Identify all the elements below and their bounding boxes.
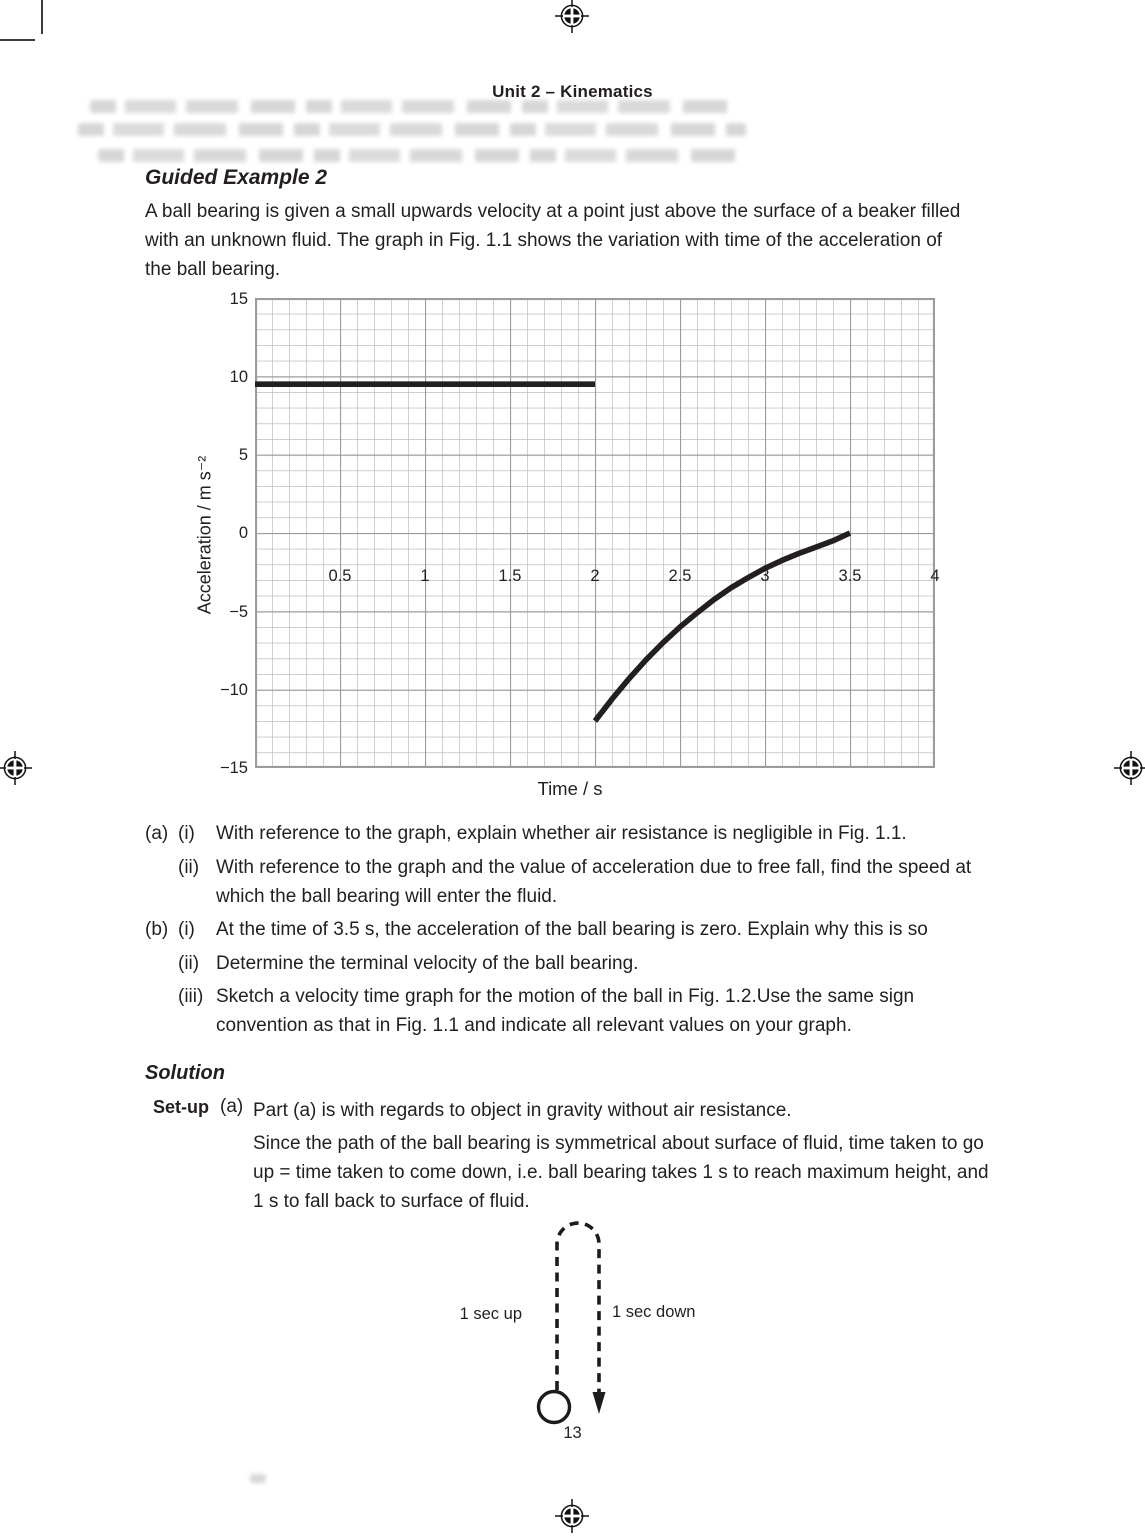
question-part-label <box>145 853 178 911</box>
example-heading: Guided Example 2 <box>145 166 328 189</box>
y-tick-label: −10 <box>220 681 248 699</box>
question-part-label: (b) <box>145 919 169 940</box>
x-tick-label: 0.5 <box>328 567 352 585</box>
ball-bearing-icon <box>539 1392 570 1423</box>
x-tick-label: 2.5 <box>668 567 692 585</box>
x-tick-label: 3 <box>760 567 770 585</box>
showthrough-spot <box>250 1474 266 1483</box>
question-text: With reference to the graph, explain whether air resistance is negligible in Fig. 1.1. <box>216 823 907 844</box>
question-text: At the time of 3.5 s, the acceleration of the ball bearing is zero. Explain why this is so <box>216 919 928 940</box>
setup-first-line: Part (a) is with regards to object in gravity without air resistance. <box>253 1100 792 1121</box>
setup-paragraph: Since the path of the ball bearing is symmetrical about surface of fluid, time taken to go up = time taken to come down, i.e. ball bearing takes 1 s to reach maximum height, and 1 s to fall back to surface of fluid. <box>253 1133 989 1212</box>
diagram-label-up: 1 sec up <box>459 1305 522 1323</box>
dashed-trajectory-path <box>557 1223 599 1392</box>
registration-mark-right-icon <box>1111 748 1145 788</box>
diagram-label-down: 1 sec down <box>612 1303 696 1321</box>
ball-path-diagram <box>430 1218 730 1433</box>
y-tick-label: 0 <box>238 524 248 542</box>
example-intro: A ball bearing is given a small upwards velocity at a point just above the surface of a beaker filled with an unknown fluid. The graph in Fig. 1.1 shows the variation with time of the acceleration of the ball bearing. <box>145 201 961 280</box>
question-row <box>145 915 1007 944</box>
showthrough-line <box>98 149 738 162</box>
setup-part-label: (a) <box>220 1096 244 1117</box>
x-tick-label: 3.5 <box>838 567 862 585</box>
y-tick-label: −5 <box>229 603 248 621</box>
acceleration-time-graph <box>255 298 935 768</box>
question-sub-label: (i) <box>178 823 195 844</box>
grid-major <box>255 298 935 768</box>
y-axis-title: Acceleration / m s⁻² <box>194 455 215 615</box>
x-tick-label: 1.5 <box>498 567 522 585</box>
registration-mark-top-icon <box>552 0 592 36</box>
crop-mark-vertical <box>41 0 43 34</box>
registration-mark-left-icon <box>0 748 35 788</box>
question-part-label <box>145 949 178 978</box>
question-text: Determine the terminal velocity of the ball bearing. <box>216 953 639 974</box>
y-tick-label: 10 <box>229 368 248 386</box>
registration-mark-bottom-icon <box>552 1496 592 1536</box>
down-arrowhead-icon <box>593 1392 606 1414</box>
question-row <box>145 853 1007 911</box>
x-tick-label: 2 <box>590 567 600 585</box>
question-row <box>145 819 1007 848</box>
question-text: Sketch a velocity time graph for the motion of the ball in Fig. 1.2.Use the same sign convention as that in Fig. 1.1 and indicate all relevant values on your graph. <box>216 986 915 1036</box>
x-tick-label: 1 <box>420 567 430 585</box>
question-part-label <box>145 982 178 1040</box>
question-part-label: (a) <box>145 823 169 844</box>
solution-heading: Solution <box>145 1062 225 1084</box>
question-sub-label: (ii) <box>178 953 200 974</box>
y-tick-label: 5 <box>238 446 248 464</box>
setup-step-label: Set-up <box>153 1097 209 1117</box>
x-axis-title: Time / s <box>537 778 603 799</box>
question-sub-label: (i) <box>178 919 195 940</box>
question-row <box>145 949 1007 978</box>
page-number: 13 <box>563 1424 582 1442</box>
question-text: With reference to the graph and the value of acceleration due to free fall, find the speed at which the ball bearing will enter the fluid. <box>216 857 972 907</box>
y-tick-label: 15 <box>229 290 248 308</box>
x-tick-label: 4 <box>930 567 940 585</box>
y-tick-label: −15 <box>220 759 248 777</box>
question-sub-label: (ii) <box>178 857 200 878</box>
showthrough-line <box>90 100 735 113</box>
showthrough-line <box>78 123 746 136</box>
unit-header: Unit 2 – Kinematics <box>492 82 653 101</box>
question-sub-label: (iii) <box>178 986 204 1007</box>
crop-mark-horizontal <box>0 39 35 41</box>
question-row <box>145 982 1007 1040</box>
